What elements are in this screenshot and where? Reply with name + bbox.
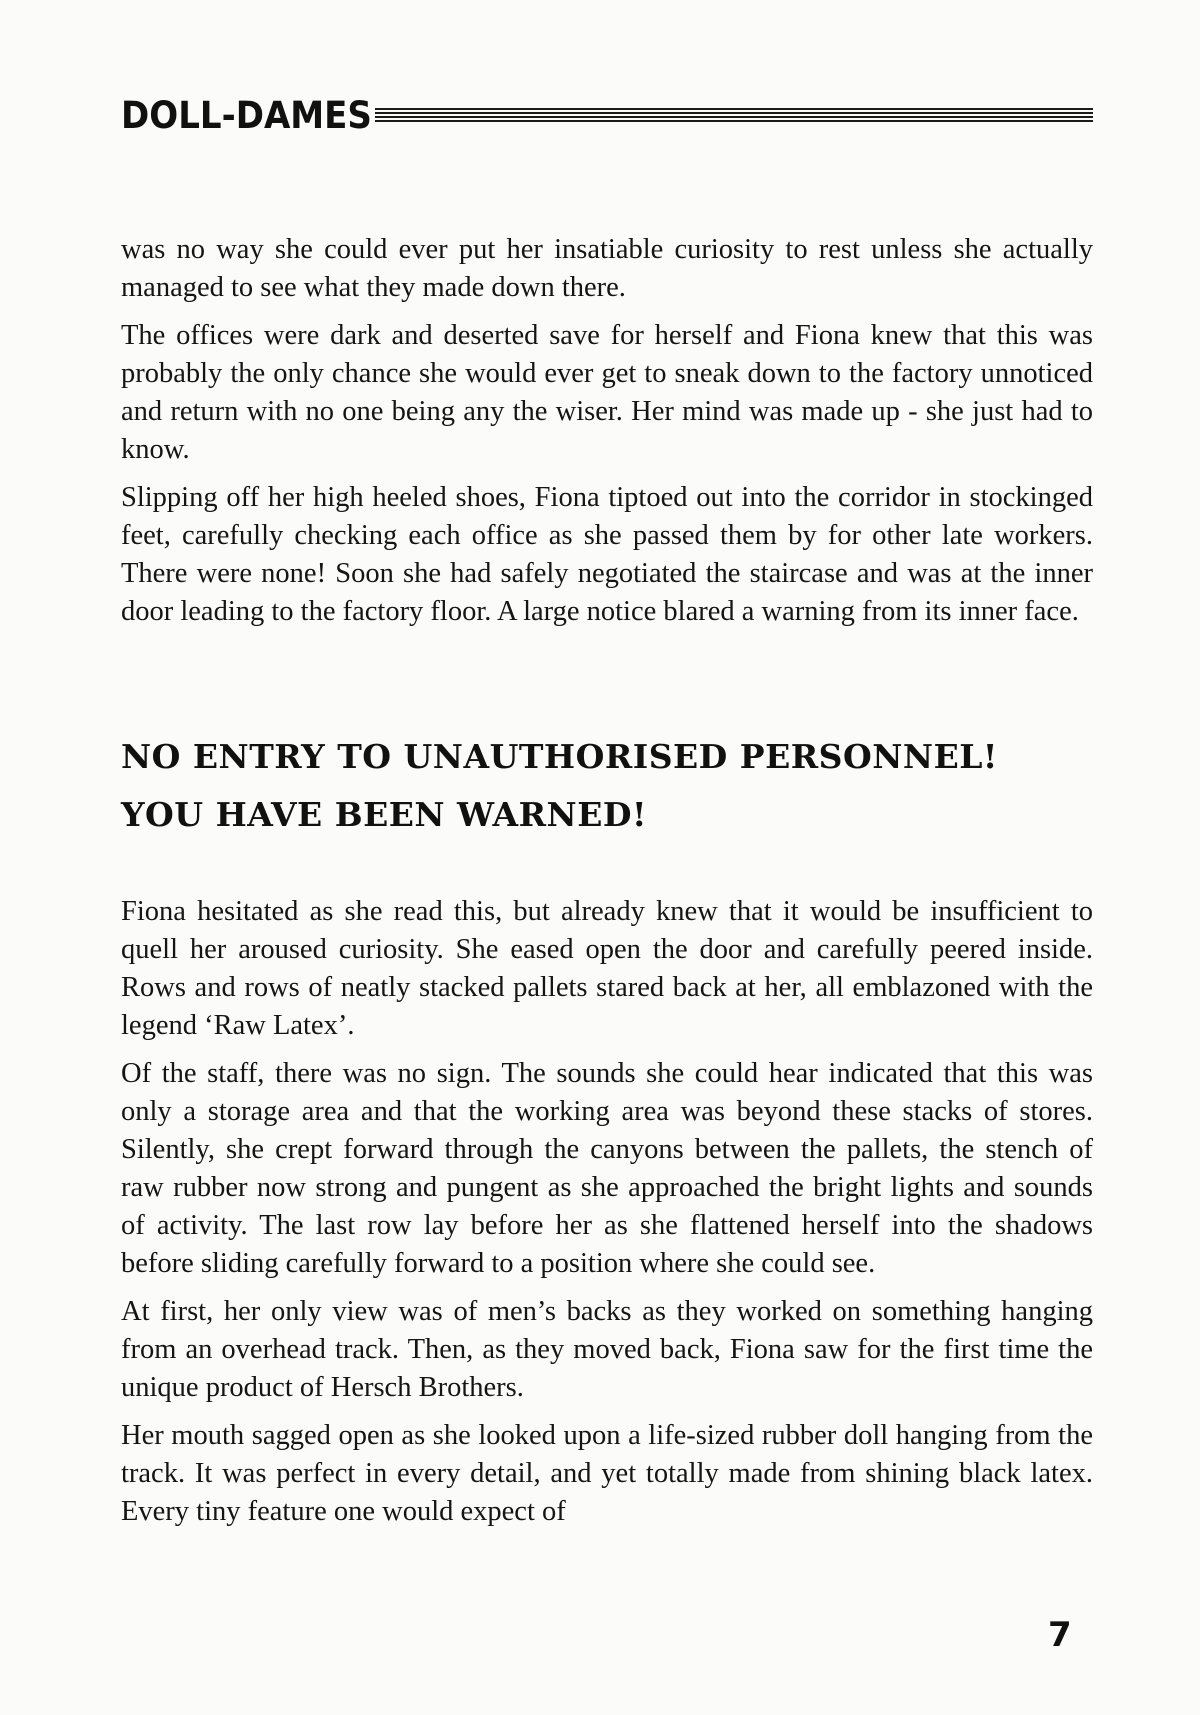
paragraph: At first, her only view was of men’s backs as they worked on something hanging from an overhead track. Then, as they moved back, Fiona saw for the first time the unique product of Hersch Brothers. — [121, 1296, 1093, 1403]
paragraph: Her mouth sagged open as she looked upon a life-sized rubber doll hanging from the track. It was perfect in every detail, and yet totally made from shining black latex. Every tiny feature one would expect of — [121, 1420, 1093, 1527]
warning-notice — [121, 728, 1093, 844]
page-number: 7 — [1048, 1615, 1072, 1655]
warning-line-1: NO ENTRY TO UNAUTHORISED PERSONNEL! — [121, 737, 998, 776]
running-header — [121, 93, 1093, 137]
header-title: DOLL-DAMES — [121, 93, 372, 137]
paragraph: Of the staff, there was no sign. The sounds she could hear indicated that this was only a storage area and that the working area was beyond these stacks of stores. Silently, she crept forward through the canyons between the pallets, the stench of raw rubber now strong and pungent as she approached the bright lights and sounds of activity. The last row lay before her as she flattened herself into the shadows before sliding carefully forward to a position where she could see. — [121, 1058, 1093, 1279]
text-block-upper — [121, 231, 1093, 641]
paragraph: The offices were dark and deserted save for herself and Fiona knew that this was probably the only chance she would ever get to sneak down to the factory unnoticed and return with no one being any the wiser. Her mind was made up - she just had to know. — [121, 320, 1093, 465]
warning-line-2: YOU HAVE BEEN WARNED! — [121, 795, 647, 834]
paragraph: was no way she could ever put her insatiable curiosity to rest unless she actually managed to see what they made down there. — [121, 234, 1093, 303]
header-rule — [375, 108, 1093, 124]
text-block-lower — [121, 893, 1093, 1541]
paragraph: Slipping off her high heeled shoes, Fiona tiptoed out into the corridor in stockinged feet, carefully checking each office as she passed them by for other late workers. There were none! Soon she had safely negotiated the staircase and was at the inner door leading to the factory floor. A large notice blared a warning from its inner face. — [121, 482, 1093, 627]
paragraph: Fiona hesitated as she read this, but already knew that it would be insufficient to quell her aroused curiosity. She eased open the door and carefully peered inside. Rows and rows of neatly stacked pallets stared back at her, all emblazoned with the legend ‘Raw Latex’. — [121, 896, 1093, 1041]
